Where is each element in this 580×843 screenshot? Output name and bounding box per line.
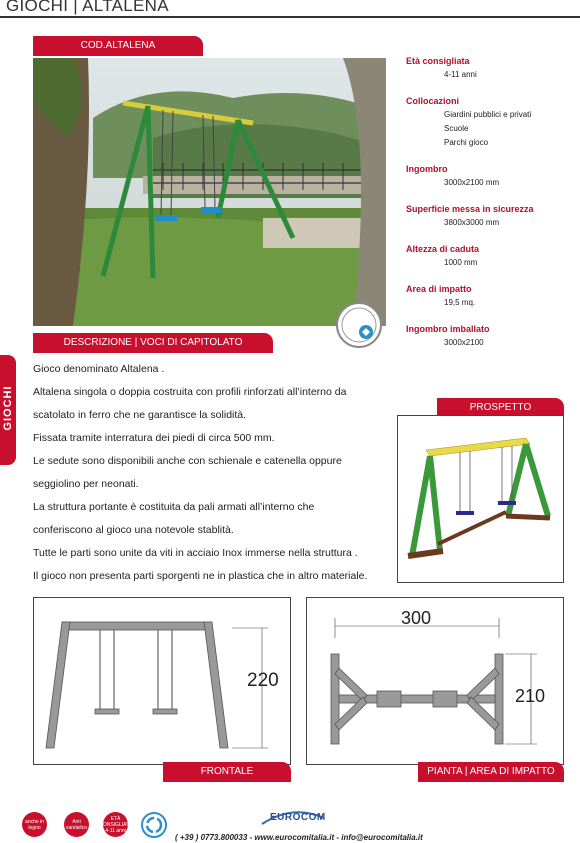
spec-item [406,96,578,150]
spec-value: 4-11 anni [444,70,477,79]
pianta-width-dimension: 300 [401,608,432,628]
description-line: La struttura portante è costituita da pali armati all’interno che [33,501,315,513]
description-line: conferiscono al gioco una notevole stablità. [33,524,234,536]
swing-photo-illustration [33,58,386,326]
wood-badge-icon: anche in legno [22,812,47,837]
side-category-label: GIOCHI [2,385,14,431]
company-logo-text: EUROCOM [270,812,326,823]
description-line: Altalena singola o doppia costruita con profili rinforzati all’interno da [33,386,347,398]
spec-value: 3800x3000 mm [444,218,500,227]
frontale-tab: FRONTALE [163,762,291,782]
description-line: Gioco denominato Altalena . [33,363,165,375]
description-line: seggiolino per neonati. [33,478,139,490]
footer-contact: ( +39 ) 0773.800033 - www.eurocomitalia.it - info@eurocomitalia.it [175,833,423,842]
spec-value: 3000x2100 [444,338,484,347]
pianta-tab: PIANTA | AREA DI IMPATTO [418,762,564,782]
anti-vandal-badge-icon: Anti vandalico [64,812,89,837]
spec-label: Altezza di caduta [406,244,480,254]
spec-label: Collocazioni [406,96,460,106]
pianta-height-dimension: 210 [515,686,546,706]
spec-value: Giardini pubblici e privati [444,110,532,119]
description-line: Il gioco non presenta parti sporgenti ne in plastica che in altro materiale. [33,570,368,582]
spec-item [406,164,578,190]
description-line: scatolato in ferro che ne garantisce la solidità. [33,409,247,421]
spec-value: 19,5 mq. [444,298,476,307]
spec-label: Ingombro imballato [406,324,490,334]
product-photo [33,58,386,326]
title-divider [0,16,580,18]
description-line: Tutte le parti sono unite da viti in acciaio Inox immerse nella struttura . [33,547,358,559]
spec-value: 3000x2100 mm [444,178,500,187]
recycle-icon [141,812,167,838]
spec-label: Superficie messa in sicurezza [406,204,534,214]
spec-label: Ingombro [406,164,448,174]
pianta-technical-drawing [307,598,563,764]
spec-value: Scuole [444,124,469,133]
description-text [33,358,383,588]
frontale-height-dimension: 220 [247,670,279,691]
spec-label: Età consigliata [406,56,470,66]
spec-value: 1000 mm [444,258,478,267]
prospetto-3d-illustration [398,416,563,582]
description-tab: DESCRIZIONE | VOCI DI CAPITOLATO [33,333,273,353]
spec-label: Area di impatto [406,284,472,294]
page-title: GIOCHI | ALTALENA [6,0,169,15]
prospetto-tab: PROSPETTO [437,398,564,418]
spec-item [406,204,578,230]
photo-tab: COD.ALTALENA [33,36,203,56]
spec-value: Parchi gioco [444,138,489,147]
company-logo [258,806,328,830]
description-line: Fissata tramite interratura dei piedi di circa 500 mm. [33,432,275,444]
spec-item [406,56,578,82]
spec-item [406,284,578,310]
age-badge-icon: ETÀ CONSIGLIATA 4-11 anni [103,812,128,837]
pianta-drawing [306,597,564,765]
frontale-drawing [33,597,291,765]
prospetto-view [397,415,564,583]
spec-item [406,324,578,350]
certification-seal-icon [336,302,382,348]
spec-item [406,244,578,270]
description-line: Le sedute sono disponibili anche con schienale e catenella oppure [33,455,342,467]
specs-list [406,56,578,364]
